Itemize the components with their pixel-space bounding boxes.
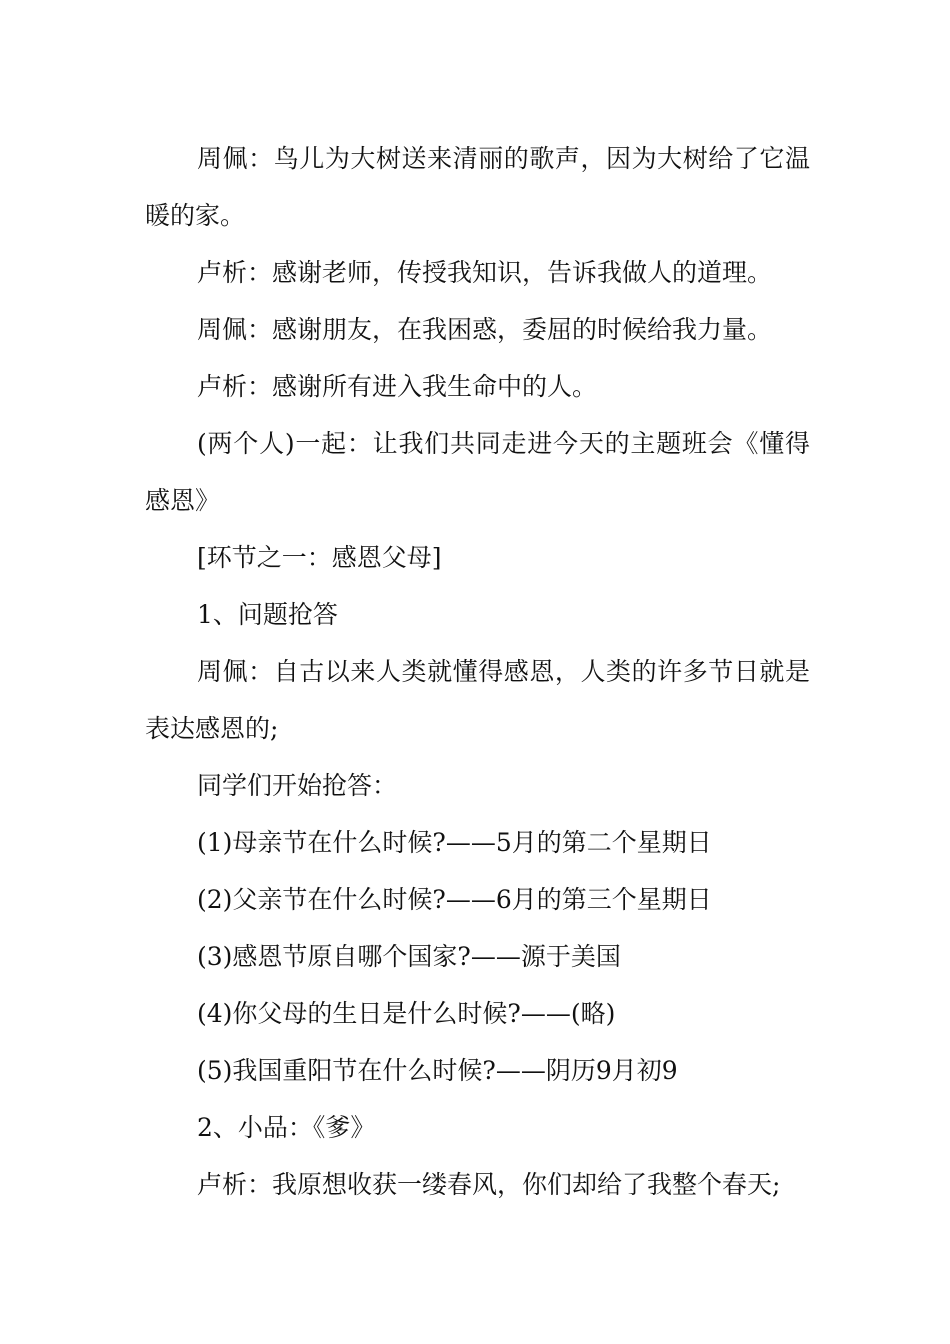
list-item: (5)我国重阳节在什么时候?——阴历9月初9 — [197, 1056, 678, 1085]
document-body — [145, 130, 810, 1213]
paragraph: 卢析：感谢老师，传授我知识，告诉我做人的道理。 — [197, 258, 773, 287]
list-item: (3)感恩节原自哪个国家?——源于美国 — [197, 942, 621, 971]
list-item: (2)父亲节在什么时候?——6月的第三个星期日 — [197, 885, 712, 914]
paragraph: 周佩：感谢朋友，在我困惑，委屈的时候给我力量。 — [197, 315, 773, 344]
section-heading: [环节之一：感恩父母] — [197, 543, 442, 572]
list-item: (1)母亲节在什么时候?——5月的第二个星期日 — [197, 828, 712, 857]
paragraph: 同学们开始抢答： — [197, 771, 398, 800]
paragraph: (两个人)一起：让我们共同走进今天的主题班会《懂得感恩》 — [145, 429, 810, 515]
paragraph: 卢析：感谢所有进入我生命中的人。 — [197, 372, 598, 401]
paragraph: 周佩：鸟儿为大树送来清丽的歌声，因为大树给了它温暖的家。 — [145, 144, 810, 230]
paragraph: 卢析：我原想收获一缕春风，你们却给了我整个春天; — [197, 1170, 781, 1199]
subsection-heading: 1、问题抢答 — [197, 600, 338, 629]
paragraph: 周佩：自古以来人类就懂得感恩，人类的许多节日就是表达感恩的; — [145, 657, 810, 743]
subsection-heading: 2、小品：《爹》 — [197, 1113, 376, 1142]
list-item: (4)你父母的生日是什么时候?——(略) — [197, 999, 616, 1028]
